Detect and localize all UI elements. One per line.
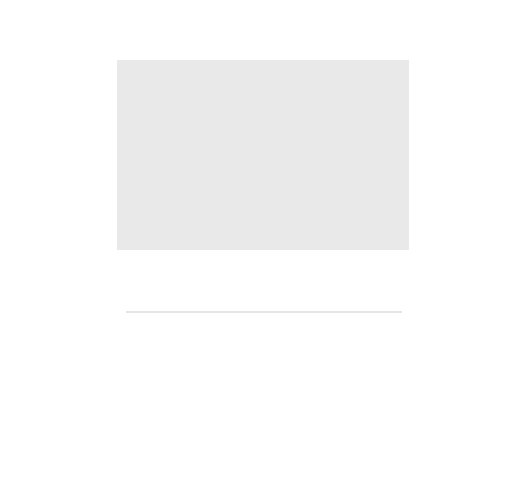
running-header (394, 30, 402, 43)
code-block (117, 60, 409, 250)
highway-network-figure (126, 302, 402, 390)
